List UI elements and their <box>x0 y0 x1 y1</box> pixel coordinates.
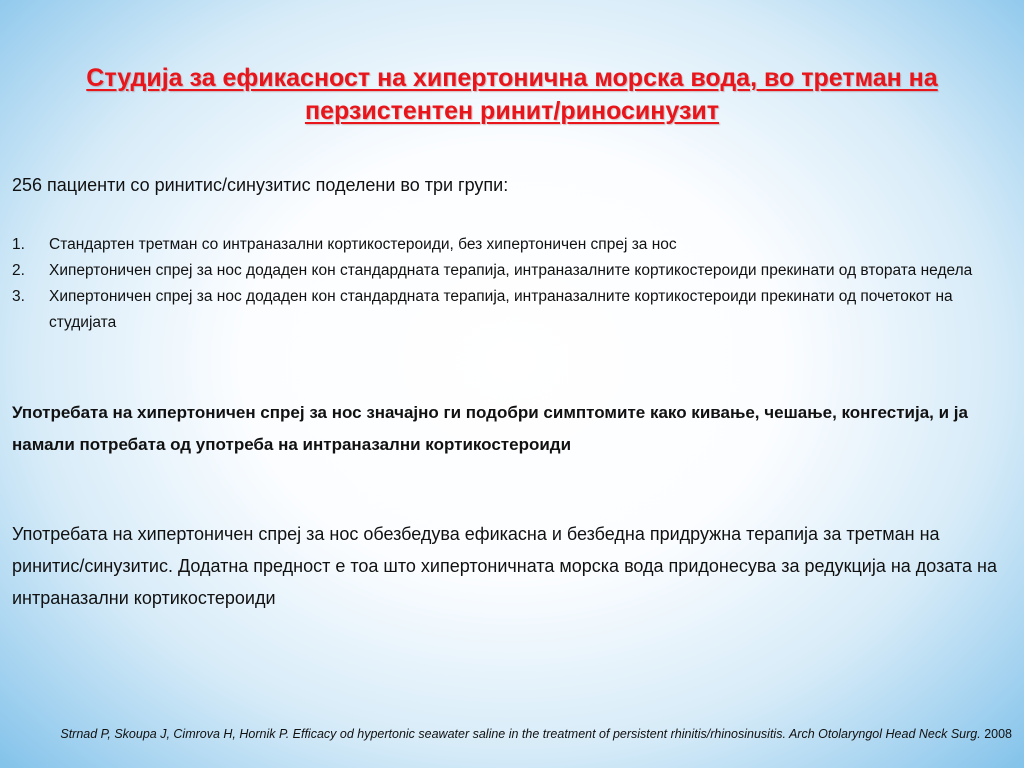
citation-year: 2008 <box>984 727 1012 741</box>
list-item <box>12 284 1012 336</box>
list-item-number: 3. <box>12 288 25 305</box>
list-item-number: 1. <box>12 236 25 253</box>
group-list <box>12 232 1012 336</box>
conclusion-text: Употребата на хипертоничен спреј за нос обезбедува ефикасна и безбедна придружна терапија за третман на ринитис/синузитис. Додатна предност е тоа што хипертоничната морска вода придонесува за редукција на дозата на интраназални кортикостероиди <box>12 524 997 608</box>
citation-reference: Strnad P, Skoupa J, Cimrova H, Hornik P. Efficacy od hypertonic seawater saline in the treatment of persistent rhinitis/rhinosinusitis. Arch Otolaryngol Head Neck Surg. <box>60 727 981 741</box>
list-item-text: Хипертоничен спреј за нос додаден кон стандардната терапија, интраназалните кортикостероиди прекинати од втората недела <box>49 262 973 279</box>
list-item-text: Стандартен третман со интраназални кортикостероиди, без хипертоничен спреј за нос <box>49 236 677 253</box>
citation <box>52 723 1012 745</box>
list-item <box>12 258 1012 284</box>
slide-title: Студија за ефикасност на хипертонична морска вода, во третман на перзистентен ринит/риносинузит <box>86 64 938 125</box>
list-item <box>12 232 1012 258</box>
intro-text: 256 пациенти со ринитис/синузитис поделени во три групи: <box>12 175 509 195</box>
list-item-number: 2. <box>12 262 25 279</box>
finding-text: Употребата на хипертоничен спреј за нос значајно ги подобри симптомите како кивање, чешање, конгестија, и ја намали потребата од употреба на интраназални кортикостероиди <box>12 403 968 454</box>
list-item-text: Хипертоничен спреј за нос додаден кон стандардната терапија, интраназалните кортикостероиди прекинати од почетокот на студијата <box>49 288 953 331</box>
